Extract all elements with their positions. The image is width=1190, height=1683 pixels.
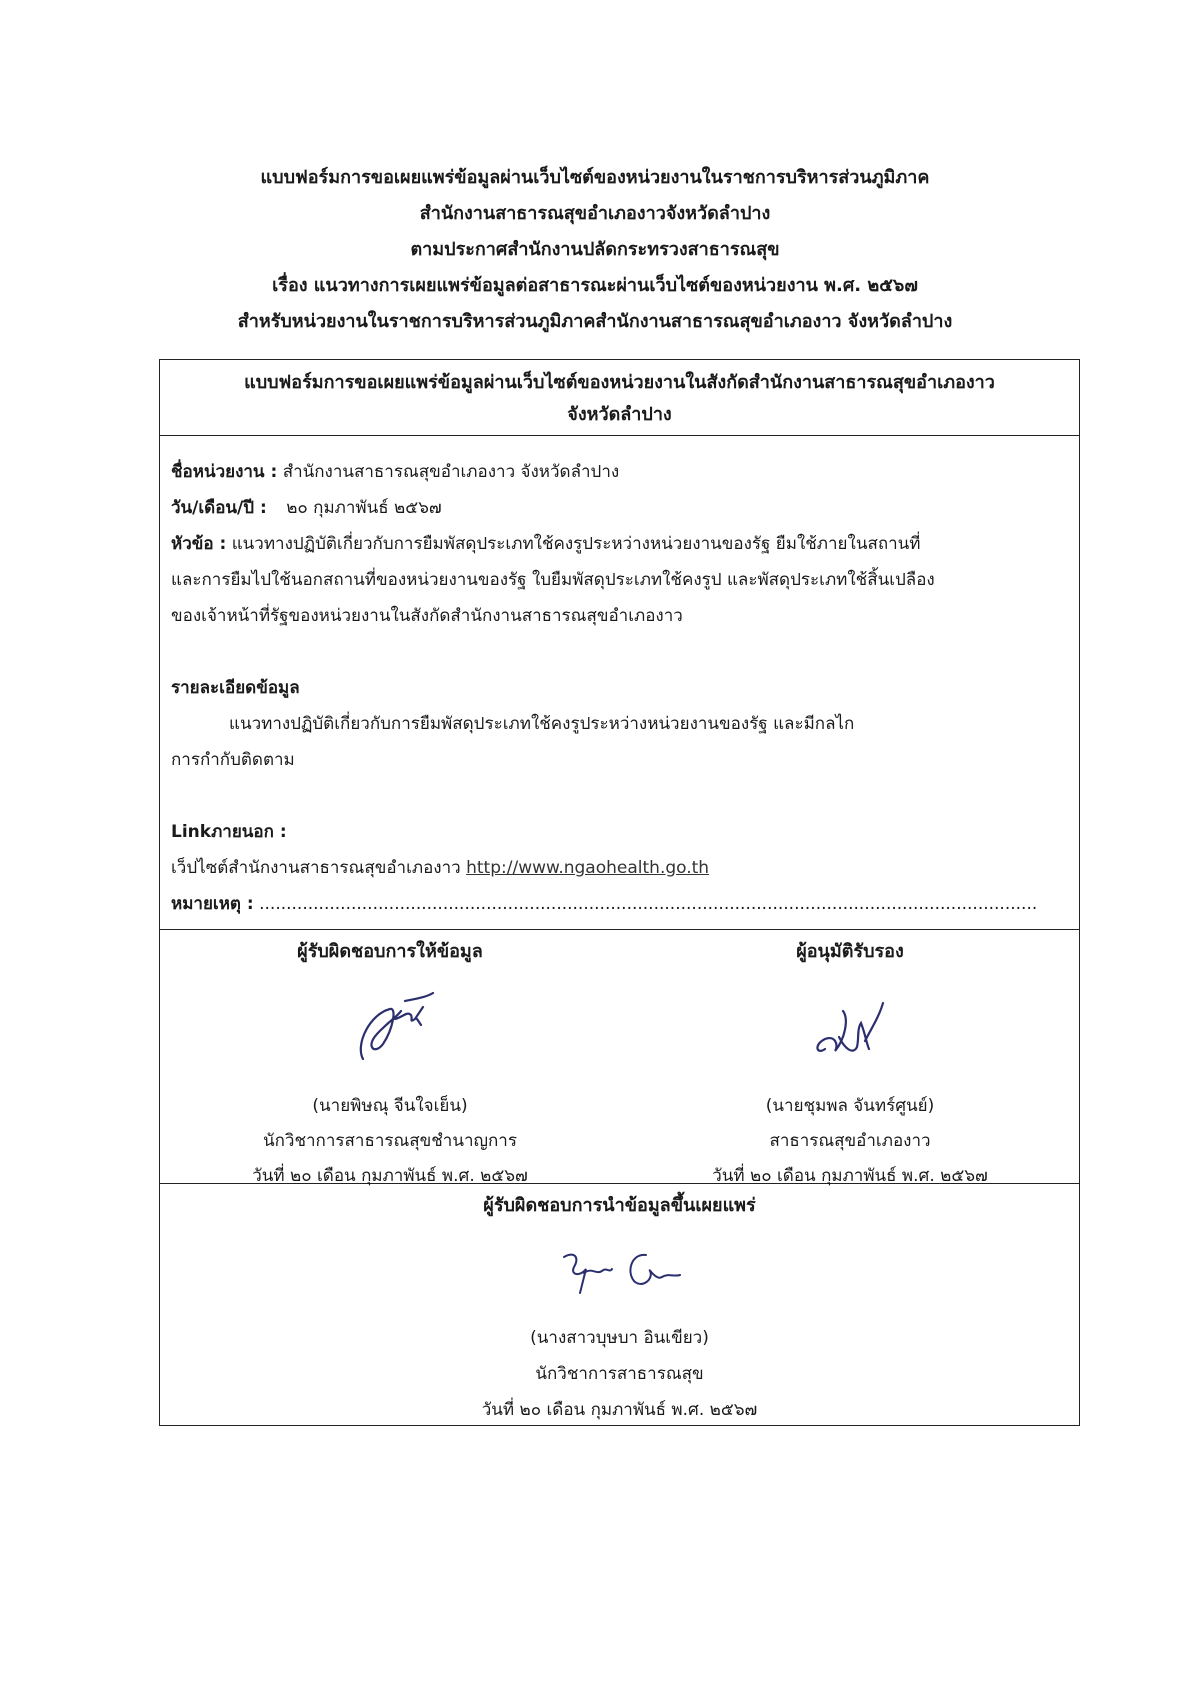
responsible-position: นักวิชาการสาธารณสุขชำนาญการ xyxy=(263,1131,517,1151)
detail-label: รายละเอียดข้อมูล xyxy=(171,678,300,698)
approver-signature-block xyxy=(620,930,1080,1194)
publisher-name: (นางสาวบุษบา อินเขียว) xyxy=(530,1328,709,1348)
link-row xyxy=(171,850,1067,886)
signature-scribble-icon xyxy=(795,989,905,1069)
date-row xyxy=(171,490,1067,526)
date-label: วัน/เดือน/ปี : xyxy=(171,498,267,518)
approver-role: ผู้อนุมัติรับรอง xyxy=(796,941,904,962)
publisher-role: ผู้รับผิดชอบการนำข้อมูลขึ้นเผยแพร่ xyxy=(483,1195,756,1216)
note-label: หมายเหตุ : xyxy=(171,894,254,914)
header-line-5: สำหรับหน่วยงานในราชการบริหารส่วนภูมิภาคสำนักงานสาธารณสุขอำเภองาว จังหวัดลำปาง xyxy=(237,311,953,332)
link-text: เว็ปไซต์สำนักงานสาธารณสุขอำเภองาว xyxy=(171,858,461,878)
form-title-line-2: จังหวัดลำปาง xyxy=(567,404,672,425)
topic-label: หัวข้อ : xyxy=(171,534,227,554)
request-form xyxy=(159,359,1080,1426)
responsible-name: (นายพิษณุ จีนใจเย็น) xyxy=(312,1096,468,1116)
header-line-4: เรื่อง แนวทางการเผยแพร่ข้อมูลต่อสาธารณะผ่านเว็บไซต์ของหน่วยงาน พ.ศ. ๒๕๖๗ xyxy=(272,275,918,296)
signature-scribble-icon xyxy=(335,989,445,1069)
note-row xyxy=(171,886,1067,922)
approver-name: (นายชุมพล จันทร์ศูนย์) xyxy=(765,1096,935,1116)
signature-scribble-icon xyxy=(550,1237,690,1307)
form-title-line-1: แบบฟอร์มการขอเผยแพร่ข้อมูลผ่านเว็บไซต์ของหน่วยงานในสังกัดสำนักงานสาธารณสุขอำเภองาว xyxy=(244,372,995,393)
date-value: ๒๐ กุมภาพันธ์ ๒๕๖๗ xyxy=(286,498,442,518)
spacer xyxy=(171,634,1067,670)
responsible-date: วันที่ ๒๐ เดือน กุมภาพันธ์ พ.ศ. ๒๕๖๗ xyxy=(252,1166,528,1186)
agency-row xyxy=(171,454,1067,490)
topic-value-line-2: และการยืมไปใช้นอกสถานที่ของหน่วยงานของรัฐ ใบยืมพัสดุประเภทใช้คงรูป และพัสดุประเภทใช้สิ้นเปลือง xyxy=(171,570,935,590)
detail-line-2: การกำกับติดตาม xyxy=(171,750,295,770)
topic-value-line-1: แนวทางปฏิบัติเกี่ยวกับการยืมพัสดุประเภทใช้คงรูประหว่างหน่วยงานของรัฐ ยืมใช้ภายในสถานที่ xyxy=(231,534,921,554)
spacer xyxy=(171,778,1067,814)
form-details xyxy=(160,436,1079,930)
responsible-signature-block xyxy=(160,930,620,1194)
header-line-3: ตามประกาศสำนักงานปลัดกระทรวงสาธารณสุข xyxy=(410,239,780,260)
link-label: Linkภายนอก : xyxy=(171,822,287,842)
header-line-2: สำนักงานสาธารณสุขอำเภองาวจังหวัดลำปาง xyxy=(419,203,771,224)
website-link[interactable]: http://www.ngaohealth.go.th xyxy=(466,858,710,878)
header-line-1: แบบฟอร์มการขอเผยแพร่ข้อมูลผ่านเว็บไซต์ของหน่วยงานในราชการบริหารส่วนภูมิภาค xyxy=(260,167,930,188)
publisher-signature-block xyxy=(160,1188,1079,1428)
approver-signature-image xyxy=(620,969,1080,1089)
topic-value-line-3: ของเจ้าหน้าที่รัฐของหน่วยงานในสังกัดสำนักงานสาธารณสุขอำเภองาว xyxy=(171,606,683,626)
topic-row xyxy=(171,526,1067,562)
note-value: ................................................................................................................................................ xyxy=(259,894,1038,914)
responsible-role: ผู้รับผิดชอบการให้ข้อมูล xyxy=(297,941,483,962)
detail-line-1: แนวทางปฏิบัติเกี่ยวกับการยืมพัสดุประเภทใช้คงรูประหว่างหน่วยงานของรัฐ และมีกลไก xyxy=(229,714,855,734)
form-title xyxy=(160,360,1079,436)
publisher-signature-image xyxy=(160,1224,1079,1320)
approver-date: วันที่ ๒๐ เดือน กุมภาพันธ์ พ.ศ. ๒๕๖๗ xyxy=(712,1166,988,1186)
publisher-date: วันที่ ๒๐ เดือน กุมภาพันธ์ พ.ศ. ๒๕๖๗ xyxy=(481,1400,758,1420)
document-header xyxy=(0,160,1190,340)
agency-value: สำนักงานสาธารณสุขอำเภองาว จังหวัดลำปาง xyxy=(282,462,620,482)
responsible-signature-image xyxy=(160,969,620,1089)
approver-position: สาธารณสุขอำเภองาว xyxy=(769,1131,931,1151)
agency-label: ชื่อหน่วยงาน : xyxy=(171,462,278,482)
publisher-position: นักวิชาการสาธารณสุข xyxy=(535,1364,704,1384)
signature-row xyxy=(160,930,1079,1184)
